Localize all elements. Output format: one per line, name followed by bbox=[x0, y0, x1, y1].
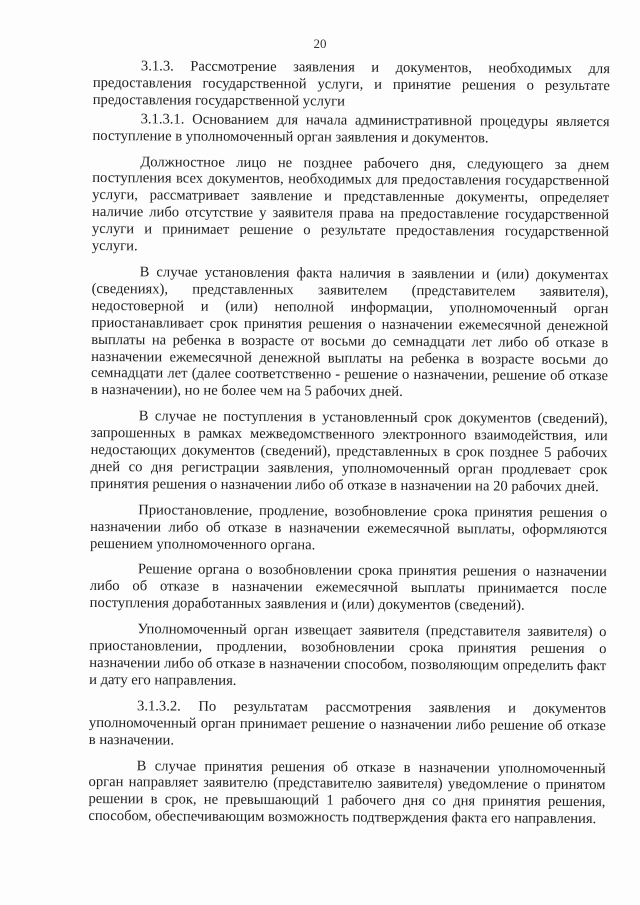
paragraph-suspension: В случае установления факта наличия в заявлении и (или) документах (сведениях), представленных заявителем (представителем заявителя), недостоверной и (или) неполной информации, уполномоченный орган приостанавливает срок принятия решения о назначении ежемесячной денежной выплаты на ребенка в возрасте от восьми до семнадцати лет либо об отказе в назначении ежемесячной денежной выплаты на ребенка в возрасте восьми до семнадцати лет (далее соответственно - решение о назначении, решение об отказе в назначении), но не более чем на 5 рабочих дней. bbox=[90, 264, 609, 401]
section-heading-3-1-3: 3.1.3. Рассмотрение заявления и документов, необходимых для предоставления государственной услуги, и принятие решения о результате предоставления государственной услуги bbox=[92, 58, 610, 110]
paragraph-3-1-3-1: 3.1.3.1. Основанием для начала административной процедуры является поступление в уполномоченный орган заявления и документов. bbox=[92, 111, 610, 147]
paragraph-3-1-3-2: 3.1.3.2. По результатам рассмотрения заявления и документов уполномоченный орган принимает решение о назначении либо решение об отказе в назначении. bbox=[88, 698, 607, 749]
paragraph-official-review: Должностное лицо не позднее рабочего дня, следующего за днем поступления всех документов, необходимых для предоставления государственной услуги, рассматривает заявление и представленные документы, определяет наличие либо отсутствие у заявителя права на предоставление государственной услуги и принимает решение о результате предоставления государственной услуги. bbox=[91, 153, 610, 255]
paragraph-formalization: Приостановление, продление, возобновление срока принятия решения о назначении либо об отказе в назначении ежемесячной выплаты, оформляются решением уполномоченного органа. bbox=[89, 502, 608, 553]
paragraph-notification: Уполномоченный орган извещает заявителя (представителя заявителя) о приостановлении, продлении, возобновлении срока принятия решения о назначении либо об отказе в назначении способом, позволяющим определить факт и дату его направления. bbox=[89, 621, 607, 689]
paragraph-extension: В случае не поступления в установленный срок документов (сведений), запрошенных в рамках межведомственного электронного взаимодействия, или недостающих документов (сведений), представленных в срок позднее 5 рабочих дней со дня регистрации заявления, уполномоченный орган продлевает срок принятия решения о назначении либо об отказе в назначении на 20 рабочих дней. bbox=[90, 408, 608, 495]
page-number: 20 bbox=[313, 36, 327, 51]
paragraph-refusal-notice: В случае принятия решения об отказе в назначении уполномоченный орган направляет заявителю (представителю заявителя) уведомление о принятом решении в срок, не превышающий 1 рабочего дня со дня принятия решения, способом, обеспечивающим возможность подтверждения факта его направления. bbox=[88, 757, 606, 828]
paragraph-resumption: Решение органа о возобновлении срока принятия решения о назначении либо об отказе в назначении ежемесячной выплаты принимается после поступления доработанных заявления и (или) документов (сведений). bbox=[89, 561, 607, 614]
document-body bbox=[88, 58, 610, 828]
